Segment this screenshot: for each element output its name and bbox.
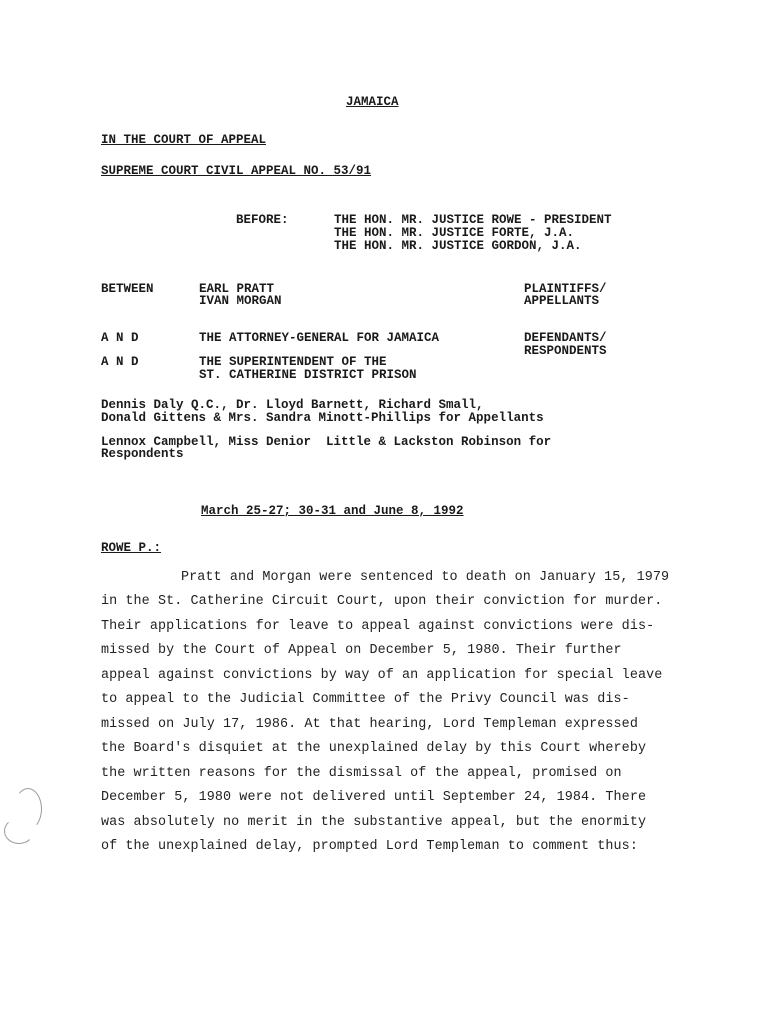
- defendant-1: THE ATTORNEY-GENERAL FOR JAMAICA: [199, 331, 440, 345]
- body-line: December 5, 1980 were not delivered until September 24, 1984. There: [101, 790, 647, 805]
- plaintiffs-role-2: APPELLANTS: [524, 294, 600, 308]
- before-label: BEFORE:: [236, 213, 289, 227]
- counsel-respondents-1: Lennox Campbell, Miss Denior Little & Lackston Robinson for: [101, 435, 552, 449]
- plaintiff-1: EARL PRATT: [199, 282, 275, 296]
- between-label: BETWEEN: [101, 282, 154, 296]
- body-line: in the St. Catherine Circuit Court, upon their conviction for murder.: [101, 594, 663, 609]
- body-line: of the unexplained delay, prompted Lord Templeman to comment thus:: [101, 839, 638, 854]
- body-line: missed by the Court of Appeal on December 5, 1980. Their further: [101, 643, 622, 658]
- and-label-1: A N D: [101, 331, 139, 345]
- and-label-2: A N D: [101, 355, 139, 369]
- court-name: IN THE COURT OF APPEAL: [101, 133, 267, 147]
- body-line: was absolutely no merit in the substantive appeal, but the enormity: [101, 815, 647, 830]
- judge-line-3: THE HON. MR. JUSTICE GORDON, J.A.: [334, 239, 582, 253]
- body-line: the Board's disquiet at the unexplained delay by this Court whereby: [101, 741, 647, 756]
- defendant-2-line-1: THE SUPERINTENDENT OF THE: [199, 355, 387, 369]
- scan-artifact-mark: [4, 818, 34, 844]
- plaintiff-2: IVAN MORGAN: [199, 294, 282, 308]
- body-line: missed on July 17, 1986. At that hearing, Lord Templeman expressed: [101, 717, 638, 732]
- body-line: the written reasons for the dismissal of the appeal, promised on: [101, 766, 622, 781]
- plaintiffs-role-1: PLAINTIFFS/: [524, 282, 607, 296]
- defendants-role-2: RESPONDENTS: [524, 344, 607, 358]
- judgment-author: ROWE P.:: [101, 541, 162, 555]
- defendant-2-line-2: ST. CATHERINE DISTRICT PRISON: [199, 368, 417, 382]
- appeal-number: SUPREME COURT CIVIL APPEAL NO. 53/91: [101, 164, 372, 178]
- body-line: appeal against convictions by way of an application for special leave: [101, 668, 663, 683]
- judge-line-1: THE HON. MR. JUSTICE ROWE - PRESIDENT: [334, 213, 612, 227]
- body-line: Pratt and Morgan were sentenced to death on January 15, 1979: [181, 570, 670, 585]
- counsel-respondents-2: Respondents: [101, 447, 184, 461]
- body-line: to appeal to the Judicial Committee of the Privy Council was dis-: [101, 692, 630, 707]
- hearing-dates: March 25-27; 30-31 and June 8, 1992: [201, 504, 464, 518]
- country-heading: JAMAICA: [346, 95, 399, 109]
- counsel-appellants-1: Dennis Daly Q.C., Dr. Lloyd Barnett, Richard Small,: [101, 398, 484, 412]
- defendants-role-1: DEFENDANTS/: [524, 331, 607, 345]
- counsel-appellants-2: Donald Gittens & Mrs. Sandra Minott-Phillips for Appellants: [101, 411, 544, 425]
- body-line: Their applications for leave to appeal against convictions were dis-: [101, 619, 655, 634]
- judge-line-2: THE HON. MR. JUSTICE FORTE, J.A.: [334, 226, 575, 240]
